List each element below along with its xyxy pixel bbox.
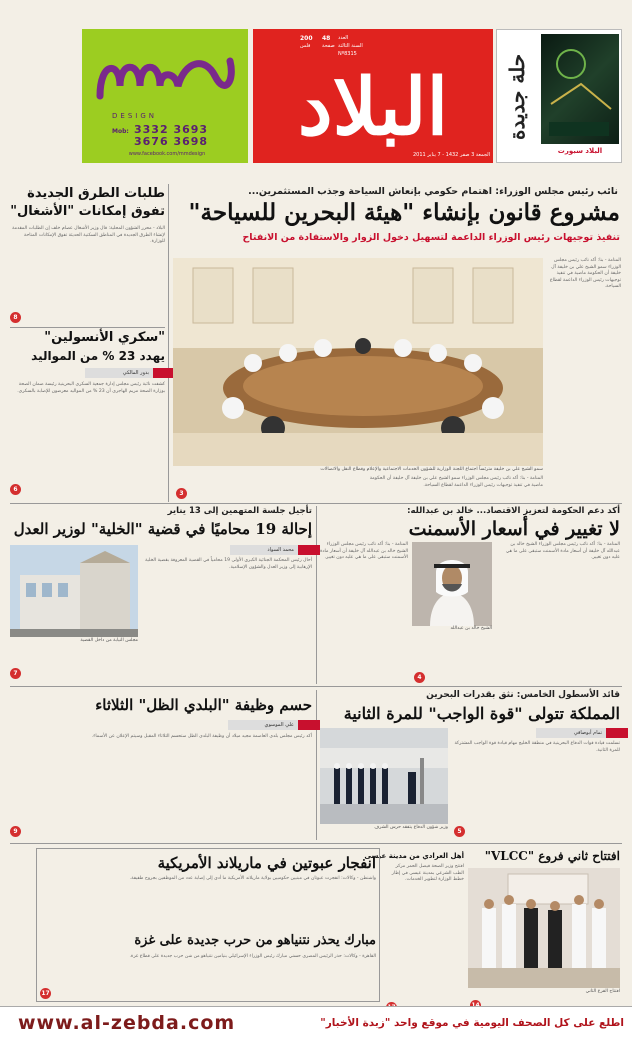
story6-caption: افتتاح الفرع الثاني <box>585 989 620 994</box>
lead-body-col2 <box>368 476 543 506</box>
lead-photo <box>173 258 543 466</box>
issue-meta <box>338 31 366 159</box>
ad-phone-1: 3332 3693 <box>134 123 209 136</box>
story3-photo <box>10 545 138 637</box>
story3-kicker: تأجيل جلسة المتهمين إلى 13 يناير <box>167 506 312 516</box>
side-top-headline-2: تفوق إمكانات "الأشغال" <box>10 204 165 219</box>
side-top-page-badge: 8 <box>10 312 21 323</box>
side-mid-body: كشفت نائبة رئيس مجلس إدارة جمعية السكري البحرينية رئيسة ضمان الصحة بوزارة الصحة مريم الهاجري أن 23 % من المواليد معرضون للإصابة بالسكري. <box>17 382 165 394</box>
row2-top-rule <box>10 503 622 504</box>
story2-caption: الشيخ خالد بن عبدالله <box>450 626 492 631</box>
story4-caption: وزير شؤون الدفاع يتفقد حرس الشرف <box>374 825 448 830</box>
lead-subhead: تنفيذ توجيهات رئيس الوزراء الداعمة لتسهيل دخول الزوار والاستفادة من الانفتاح <box>242 232 620 243</box>
side-mid-byline: بدور المالكي <box>85 368 153 378</box>
story3-page-badge: 7 <box>10 668 21 679</box>
story2-headline: لا تغيير في أسعار الأسمنت <box>408 518 620 540</box>
pages-count: 48 <box>322 35 331 42</box>
side-mid-headline-1: "سكري الأنسولين" <box>44 330 165 345</box>
sidebar-divider <box>168 184 169 502</box>
story5-headline: حسم وظيفة "البلدي الظل" الثلاثاء <box>95 696 312 714</box>
lead-body-text: المنامة - بنا: أكد نائب رئيس مجلس الوزراء سمو الشيخ علي بن خليفة آل خليفة أن الحكومة ماضية في تنفيذ توجيهات رئيس الوزراء الداعمة لقطاع السياحة. <box>549 258 621 290</box>
pages-label: صفحة <box>322 43 335 49</box>
price-label: فلس <box>300 43 311 49</box>
date-line: الجمعة 3 صفر 1432 - 7 يناير 2011 <box>412 152 490 158</box>
story5-body: أكد رئيس مجلس بلدي العاصمة مجيد ميلاد أن وظيفة البلدي الظل ستحسم الثلاثاء المقبل وسيتم الإعلان عن الأسماء. <box>91 734 312 739</box>
lead-page-badge: 3 <box>176 488 187 499</box>
side-top-body: البلاد - محرر الشؤون المحلية: قال وزير الأشغال عصام خلف إن الطلبات المقدمة لإنشاء الطرق الجديدة في المناطق السكنية الحديثة تفوق الإمكانات المتاحة للوزارة. <box>12 226 165 245</box>
footer-bar <box>0 1006 632 1038</box>
ad-block <box>82 29 248 163</box>
row2-col-divider <box>316 506 317 684</box>
ad-logo-graphic <box>90 41 240 111</box>
price-value: 200 <box>300 35 313 42</box>
ad-url: www.facebook.com/mmdesign <box>128 151 206 157</box>
story6-headline: افتتاح ثاني فروع "VLCC" <box>484 849 620 863</box>
edition-label: العدد <box>338 35 349 41</box>
side-mid-headline-2: يهدد 23 % من المواليد <box>31 349 165 363</box>
story2-body-col2: المنامة - بنا: أكد نائب رئيس مجلس الوزراء الشيخ خالد بن عبدالله آل خليفة أن أسعار مادة الأسمنت ستبقى على ما هي عليه دون تغيير. <box>320 542 408 561</box>
promo-image <box>541 34 619 144</box>
story7-body: واشنطن - وكالات: انفجرت عبوتان في مبنيين حكوميين بولاية ماريلاند الأمريكية ما أدى إلى إصابة عدد من الموظفين بجروح طفيفة. <box>129 876 376 881</box>
side-mid-page-badge: 6 <box>10 484 21 495</box>
issue-info-strip <box>300 31 320 159</box>
ad-brand: DESIGN <box>112 112 157 120</box>
lead-kicker: نائب رئيس مجلس الوزراء: اهتمام حكومي بإنعاش السياحة وجذب المستثمرين... <box>248 186 618 197</box>
story7-page-badge: 17 <box>41 990 50 997</box>
footer-url[interactable]: www.al-zebda.com <box>18 1012 236 1034</box>
issue-no: Nº8315 <box>338 51 357 57</box>
ad-mob-label: Mob: <box>112 128 129 135</box>
story8-headline: مبارك يحذر نتنياهو من حرب جديدة على غزة <box>134 933 376 948</box>
story3-byline: محمد السواد <box>230 545 298 555</box>
side-top-headline-1: طلبات الطرق الجديدة <box>27 186 165 201</box>
story2-body: المنامة - بنا: أكد نائب رئيس مجلس الوزراء الشيخ خالد بن عبدالله آل خليفة أن أسعار مادة الأسمنت ستبقى على ما هي عليه دون تغيير. <box>505 542 620 561</box>
story5-byline: علي الموسوي <box>228 720 298 730</box>
issue-info-strip-2 <box>322 31 338 159</box>
story4-byline: تمام أبوصافي <box>536 728 606 738</box>
story2-photo <box>412 542 492 626</box>
story7-headline: انفجار عبوتين في ماريلاند الأمريكية <box>157 854 376 872</box>
story2-kicker: أكد دعم الحكومة لتعزيز الاقتصاد... خالد بن عبدالله: <box>407 506 620 516</box>
story4-headline: المملكة تتولى "قوة الواجب" للمرة الثانية <box>343 704 620 723</box>
masthead <box>0 0 632 182</box>
story4-body: تسلمت قيادة قوات الدفاع البحرينية في منطقة الخليج مهام قيادة قوة الواجب المشتركة للمرة الثانية. <box>454 741 620 753</box>
lead-body-col2-text: المنامة - بنا: أكد نائب رئيس مجلس الوزراء سمو الشيخ علي بن خليفة آل خليفة أن الحكومة ماضية في تنفيذ توجيهات رئيس الوزراء الداعمة لقطاع السياحة. <box>369 476 543 488</box>
year-label: السنة الثالثة <box>338 43 363 49</box>
story9-body: افتتح وزير الصحة فيصل الحمر مركز الطب الشرعي بمدينة عيسى في إطار خطط الوزارة لتطوير الخدمات. <box>391 864 464 883</box>
lead-body <box>547 258 621 488</box>
story4-page-badge: 5 <box>454 826 465 837</box>
promo-vertical-title: حلة جديدة <box>505 53 529 141</box>
row3-col-divider <box>316 690 317 840</box>
story5-page-badge: 9 <box>10 826 21 837</box>
side-divider-1 <box>10 327 165 328</box>
footer-slogan: اطلع على كل الصحف اليومية في موقع واحد "زبدة الأخبار" <box>320 1017 624 1029</box>
story3-caption: مجلس النيابة من داخل القضية <box>80 638 138 643</box>
lead-caption: سمو الشيخ علي بن خليفة مترئساً اجتماع اللجنة الوزارية للشؤون الخدمات الاجتماعية والإعلام وقطاع النقل والاتصالات <box>320 467 543 472</box>
row4-top-rule <box>10 843 622 844</box>
story2-page-badge: 4 <box>414 672 425 683</box>
story8-body: القاهرة - وكالات: حذر الرئيس المصري حسني مبارك رئيس الوزراء الإسرائيلي بنيامين نتنياهو من شن حرب جديدة على قطاع غزة. <box>129 954 376 959</box>
story4-photo <box>320 728 448 824</box>
promo-box <box>496 29 622 163</box>
ad-phone-2: 3676 3698 <box>134 135 209 148</box>
masthead-logo: البلاد <box>297 62 449 153</box>
row3-top-rule <box>10 686 622 687</box>
story3-headline: إحالة 19 محاميًا في قضية "الخلية" لوزير العدل <box>13 520 312 538</box>
lead-headline: مشروع قانون بإنشاء "هيئة البحرين للسياحة" <box>188 199 620 226</box>
promo-sports-label: البلاد سبورت <box>557 147 603 155</box>
story6-photo <box>468 868 620 988</box>
story3-body: أحال رئيس المحكمة الجنائية الكبرى الأولى 19 محامياً في القضية المعروفة بقضية الخلية الإرهابية إلى وزير العدل والشؤون الإسلامية. <box>145 558 312 570</box>
story9-headline: أهل العرادي من مدينة عيسى <box>364 852 464 860</box>
story4-kicker: قائد الأسطول الخامس: نثق بقدرات البحرين <box>426 690 620 700</box>
